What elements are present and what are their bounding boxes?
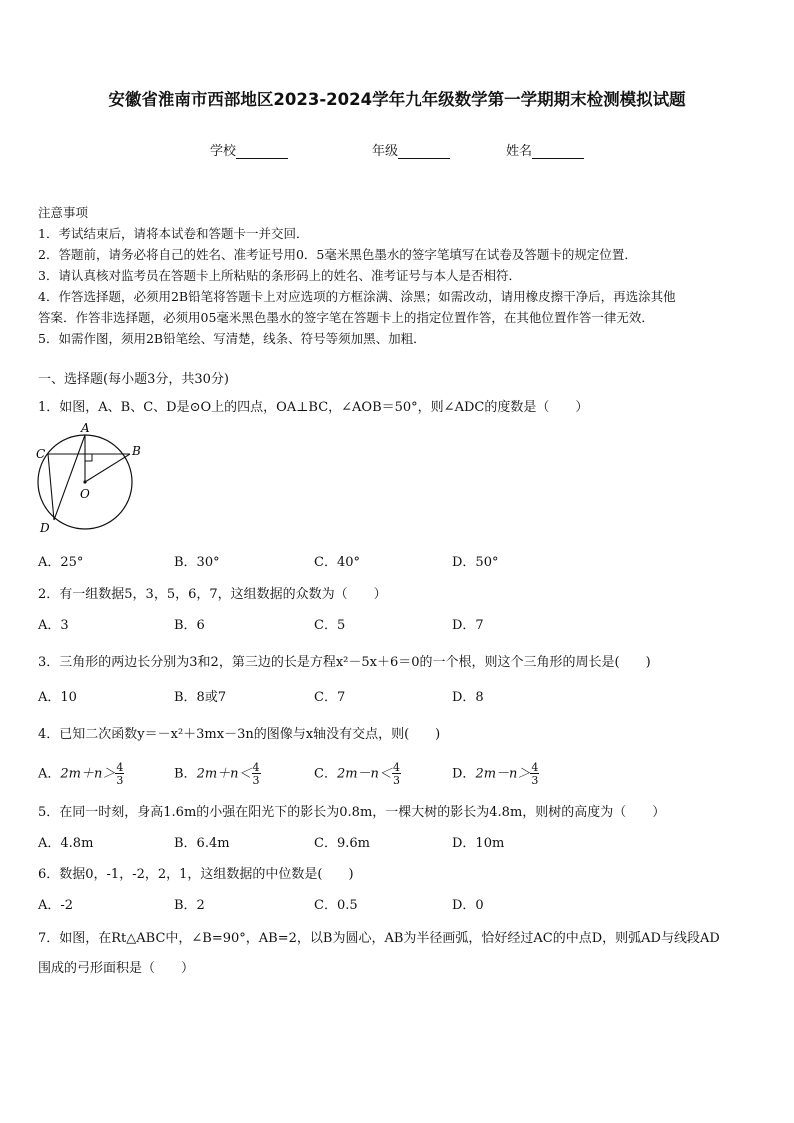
fraction-numerator: 4 <box>116 761 124 774</box>
option-expression: 2m＋n＞ <box>60 766 116 782</box>
option-c: C．7 <box>314 690 346 705</box>
option-a <box>38 762 124 786</box>
chord-cd <box>48 454 54 520</box>
name-field <box>506 140 584 159</box>
option-a: A．10 <box>38 690 77 705</box>
question-1-options <box>38 551 598 571</box>
question-2-stem: 2．有一组数据5，3，5，6，7，这组数据的众数为（ ） <box>38 587 387 602</box>
fraction-numerator: 4 <box>252 761 260 774</box>
notice-item: 3．请认真核对监考员在答题卡上所粘贴的条形码上的姓名、准考证号与本人是否相符． <box>38 268 521 283</box>
fraction-denominator: 3 <box>116 774 124 787</box>
option-d: D．50° <box>452 555 499 570</box>
option-c: C．0.5 <box>314 898 358 913</box>
question-4-stem: 4．已知二次函数y＝－x²＋3mx－3n的图像与x轴没有交点，则( ) <box>38 727 441 742</box>
label-d: D <box>40 521 50 535</box>
page-title: 安徽省淮南市西部地区2023-2024学年九年级数学第一学期期末检测模拟试题 <box>108 90 686 109</box>
name-label: 姓名 <box>506 144 533 159</box>
option-label: B． <box>174 766 197 782</box>
option-d: D．8 <box>452 690 484 705</box>
option-label: C． <box>314 766 337 782</box>
notice-item: 4．作答选择题，必须用2B铅笔将答题卡上对应选项的方框涂满、涂黑；如需改动，请用橡皮擦干净后，再选涂其他 <box>38 289 676 304</box>
label-o: O <box>80 487 90 501</box>
question-6-stem: 6．数据0，-1，-2，2，1，这组数据的中位数是( ) <box>38 867 354 882</box>
fraction-denominator: 3 <box>531 774 539 787</box>
right-angle-mark <box>85 454 92 461</box>
option-d <box>452 762 539 786</box>
grade-label: 年级 <box>372 144 399 159</box>
question-2-options <box>38 614 598 634</box>
fraction-numerator: 4 <box>392 761 400 774</box>
question-3-stem: 3．三角形的两边长分别为3和2，第三边的长是方程x²－5x＋6＝0的一个根，则这个三角形的周长是( ) <box>38 655 651 670</box>
option-b: B．2 <box>174 898 205 913</box>
option-c: C．9.6m <box>314 836 370 851</box>
option-expression: 2m－n＞ <box>475 766 531 782</box>
question-3-options <box>38 686 598 706</box>
option-c: C．40° <box>314 555 360 570</box>
fraction <box>252 762 261 786</box>
option-expression: 2m＋n＜ <box>196 766 252 782</box>
notice-item: 答案．作答非选择题，必须用05毫米黑色墨水的签字笔在答题卡上的指定位置作答，在其他位置作答一律无效． <box>38 310 654 325</box>
option-label: D． <box>452 766 476 782</box>
option-b <box>174 762 261 786</box>
option-d: D．7 <box>452 618 484 633</box>
question-7-stem-continued: 围成的弓形面积是（ ） <box>38 961 195 976</box>
option-a: A．4.8m <box>38 836 94 851</box>
school-label: 学校 <box>210 144 237 159</box>
label-a: A <box>81 421 90 435</box>
option-b: B．6.4m <box>174 836 230 851</box>
fraction <box>392 762 401 786</box>
option-b: B．8或7 <box>174 690 227 705</box>
center-point <box>83 480 86 483</box>
question-5-options <box>38 832 598 852</box>
grade-blank <box>398 144 450 159</box>
option-b: B．6 <box>174 618 205 633</box>
question-1-stem: 1．如图，A、B、C、D是⊙O上的四点，OA⊥BC，∠AOB＝50°，则∠ADC的度数是（ ） <box>38 400 589 415</box>
fraction-denominator: 3 <box>252 774 260 787</box>
option-a: A．3 <box>38 618 69 633</box>
option-label: A． <box>38 766 61 782</box>
circle-figure <box>30 418 150 540</box>
notice-item: 5．如需作图，须用2B铅笔绘、写清楚，线条、符号等须加黑、加粗． <box>38 331 426 346</box>
school-field <box>210 140 288 159</box>
grade-field <box>372 140 450 159</box>
fraction-denominator: 3 <box>392 774 400 787</box>
option-d: D．10m <box>452 836 505 851</box>
question-6-options <box>38 894 598 914</box>
section-heading: 一、选择题(每小题3分，共30分) <box>38 372 229 387</box>
option-a: A．-2 <box>38 898 74 913</box>
question-4-options <box>38 756 598 790</box>
option-b: B．30° <box>174 555 220 570</box>
fraction-numerator: 4 <box>531 761 539 774</box>
option-c: C．5 <box>314 618 346 633</box>
school-blank <box>236 144 288 159</box>
option-expression: 2m－n＜ <box>336 766 392 782</box>
option-a: A．25° <box>38 555 84 570</box>
option-d: D．0 <box>452 898 484 913</box>
name-blank <box>532 144 584 159</box>
fraction <box>530 762 539 786</box>
notice-item: 1．考试结束后，请将本试卷和答题卡一并交回． <box>38 226 309 241</box>
fraction <box>115 762 124 786</box>
chord-ad <box>54 435 85 520</box>
question-7-stem: 7．如图，在Rt△ABC中，∠B=90°，AB=2，以B为圆心，AB为半径画弧，恰好经过AC的中点D，则弧AD与线段AD <box>38 931 720 946</box>
notice-heading: 注意事项 <box>38 205 89 220</box>
label-b: B <box>132 444 141 458</box>
question-5-stem: 5．在同一时刻，身高1.6m的小强在阳光下的影长为0.8m，一棵大树的影长为4.8m，则树的高度为（ ） <box>38 805 666 820</box>
option-c <box>314 762 401 786</box>
notice-item: 2．答题前，请务必将自己的姓名、准考证号用0．5毫米黑色墨水的签字笔填写在试卷及答题卡的规定位置． <box>38 247 637 262</box>
label-c: C <box>36 447 46 461</box>
